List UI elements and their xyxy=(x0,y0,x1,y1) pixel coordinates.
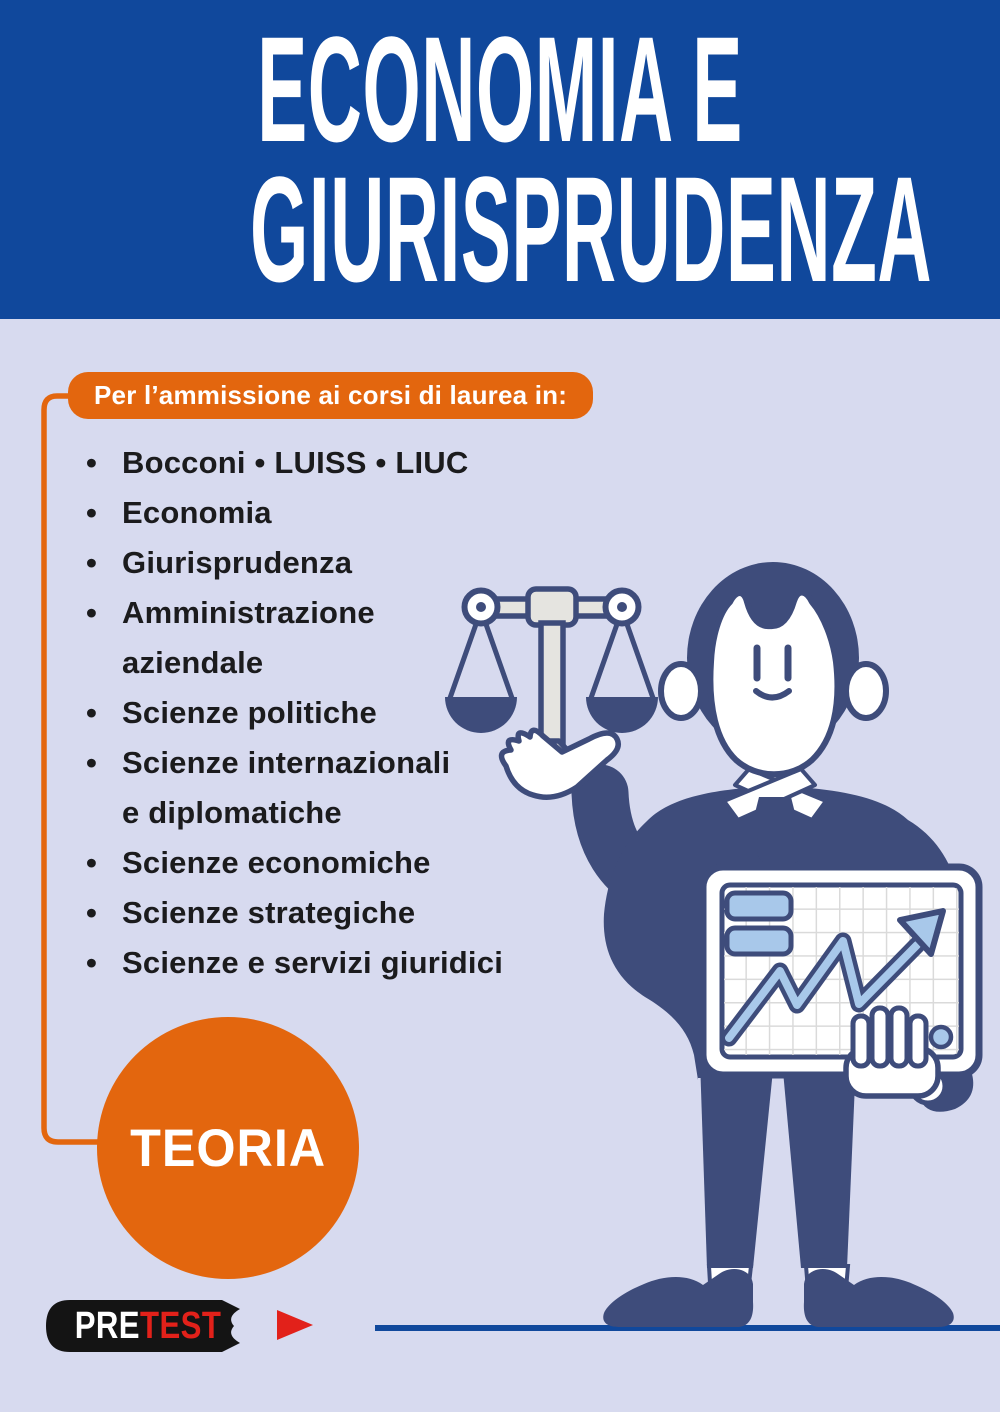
bullet-dot: • xyxy=(86,845,97,880)
palm-right xyxy=(846,1048,938,1096)
program-item xyxy=(86,438,566,488)
program-label: Scienze e servizi giuridici xyxy=(122,945,504,980)
ground-line xyxy=(375,1325,1000,1331)
bullet-dot: • xyxy=(86,695,97,730)
sleeve-right xyxy=(915,1074,973,1112)
program-item xyxy=(86,488,566,538)
chart-grid xyxy=(724,887,959,1055)
program-item xyxy=(86,538,566,588)
bullet-dot: • xyxy=(86,495,97,530)
program-label: Amministrazione aziendale xyxy=(122,595,375,680)
neck xyxy=(751,758,799,798)
cover-title-line-2: GIURISPRUDENZA xyxy=(250,145,933,313)
smile xyxy=(756,691,789,698)
play-arrow-icon xyxy=(277,1310,313,1340)
pretest-logo xyxy=(42,1298,254,1354)
businessman-figure xyxy=(502,562,970,1327)
teoria-badge xyxy=(97,1017,359,1279)
hand-right xyxy=(846,1008,973,1112)
pretest-test: TEST xyxy=(140,1304,222,1347)
program-label: Giurisprudenza xyxy=(122,545,353,580)
leg-left xyxy=(700,1060,774,1268)
bullet-dot: • xyxy=(86,945,97,980)
program-label: Bocconi • LUISS • LIUC xyxy=(122,445,469,480)
cover-title-line-1: ECONOMIA E xyxy=(257,5,743,173)
bullet-dot: • xyxy=(86,595,97,630)
pretest-pre: PRE xyxy=(74,1304,141,1347)
suit-jacket xyxy=(604,787,970,1080)
program-item xyxy=(86,888,566,938)
program-label: Scienze economiche xyxy=(122,845,431,880)
shoe-left xyxy=(603,1269,753,1327)
program-label: Scienze politiche xyxy=(122,695,377,730)
face xyxy=(710,592,837,774)
legend-bar-2 xyxy=(727,928,791,954)
bullet-dot: • xyxy=(86,545,97,580)
leg-right xyxy=(782,1060,856,1268)
wrist-right xyxy=(911,1069,945,1103)
eyes xyxy=(757,648,788,678)
teoria-label: TEORIA xyxy=(130,1118,326,1178)
shoe-right xyxy=(804,1269,954,1327)
admission-label-pill: Per l’ammissione ai corsi di laurea in: xyxy=(68,372,593,419)
program-item xyxy=(86,738,566,838)
sock-right xyxy=(806,1266,848,1307)
legend-bar-1 xyxy=(727,893,791,919)
ear-left xyxy=(661,664,701,718)
tie xyxy=(755,797,800,876)
bullet-dot: • xyxy=(86,895,97,930)
ear-right xyxy=(846,664,886,718)
program-label: Scienze strategiche xyxy=(122,895,416,930)
chart-dot xyxy=(931,1027,951,1047)
program-item xyxy=(86,838,566,888)
shirt-collar xyxy=(735,769,826,820)
pretest-logo-text xyxy=(73,1298,224,1354)
bullet-dot: • xyxy=(86,445,97,480)
program-label: Scienze internazionali e diplomatiche xyxy=(122,745,451,830)
bullet-dot: • xyxy=(86,745,97,780)
program-item xyxy=(86,938,566,988)
program-list xyxy=(86,438,566,988)
program-item xyxy=(86,588,566,688)
program-label: Economia xyxy=(122,495,272,530)
sock-left xyxy=(709,1266,751,1307)
arm-left xyxy=(600,793,662,891)
program-item xyxy=(86,688,566,738)
trend-arrow-icon xyxy=(729,911,943,1038)
growth-chart-board xyxy=(703,867,979,1075)
scale-pan-right xyxy=(586,697,658,733)
title-banner xyxy=(0,0,1000,319)
hair xyxy=(687,562,859,754)
